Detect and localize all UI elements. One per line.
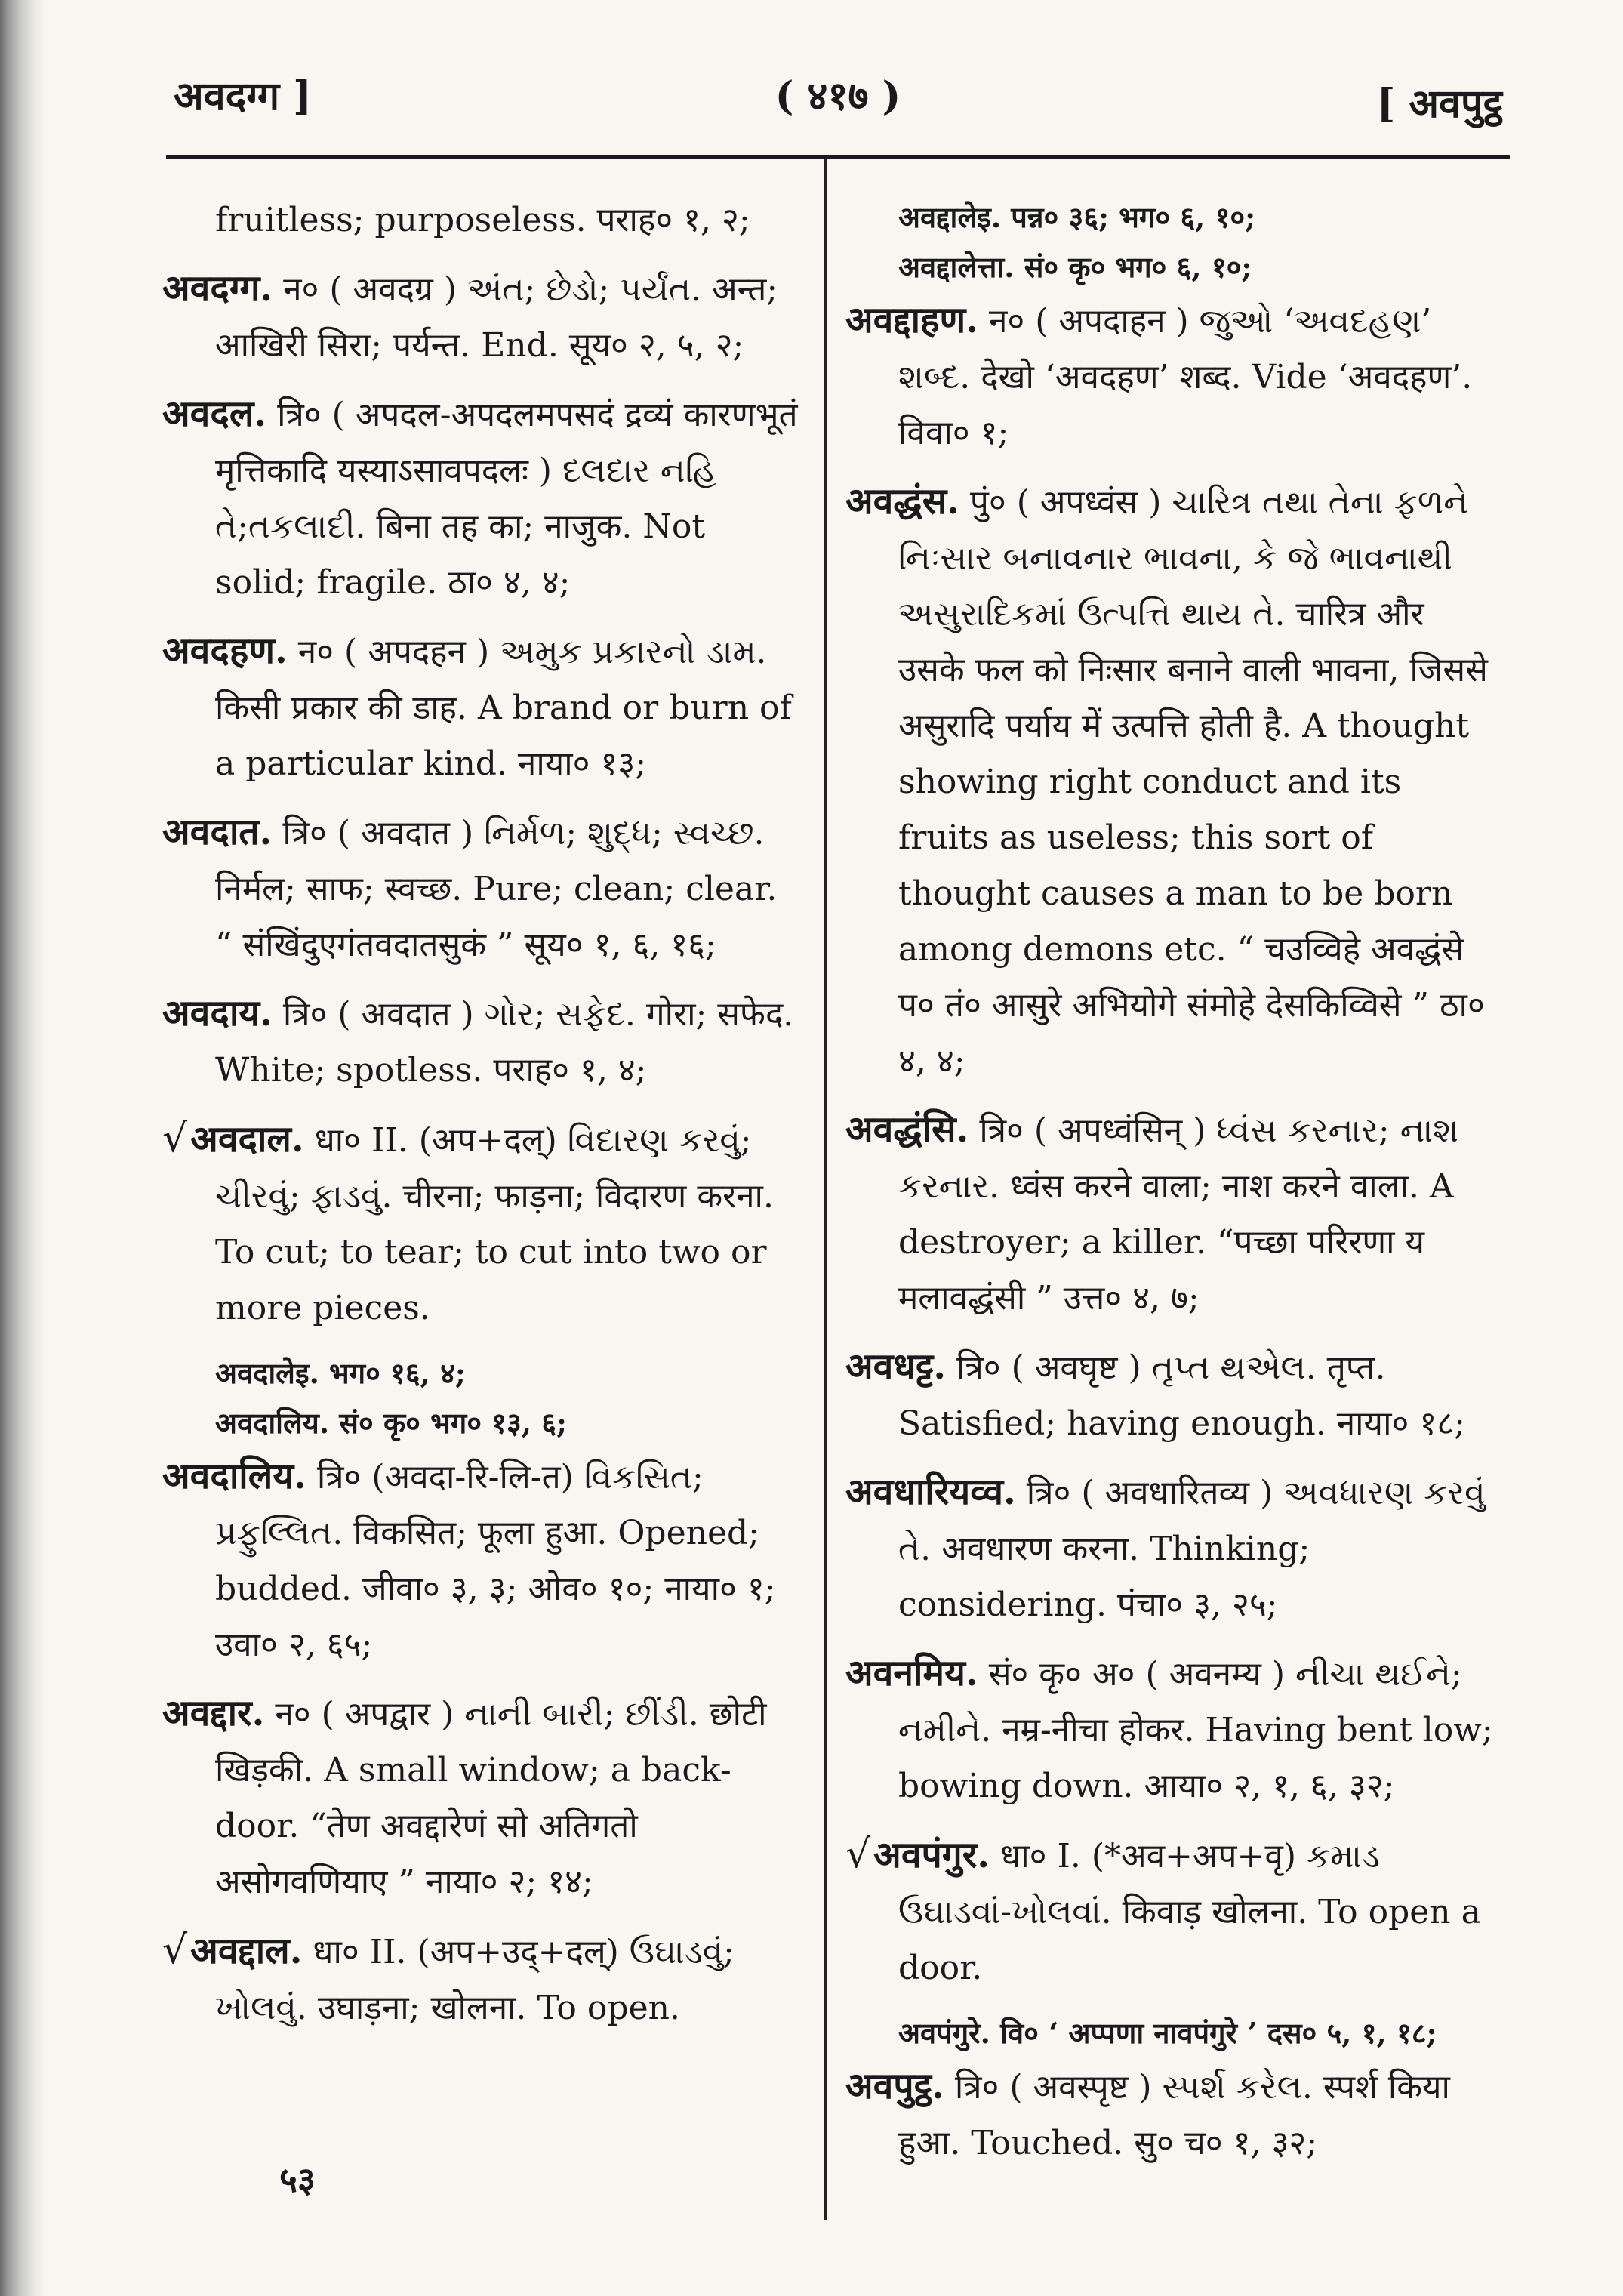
entry-headword: अवद्धंसि.	[845, 1108, 969, 1151]
dictionary-entry	[162, 1922, 804, 2036]
dictionary-entry	[162, 985, 804, 1099]
entry-definition: धा० II. (अप+उद्+दल्) ઉઘાડવું; ખોલવું. उघाड़ना; खोलना. To open.	[215, 1933, 735, 2027]
entry-headword: अवद्धंस.	[845, 480, 959, 522]
header-right-guideword: [ अवपुट्ठ	[1376, 81, 1502, 127]
entry-headword: अवनमिय.	[845, 1652, 978, 1694]
dictionary-entry	[845, 1102, 1495, 1327]
dictionary-entry	[162, 1685, 804, 1910]
entry-headword: अवद्दाल.	[190, 1930, 303, 1972]
entry-headword: अवदात.	[162, 811, 273, 853]
header-rule	[166, 155, 1510, 159]
dictionary-entry	[845, 473, 1495, 1089]
header-left-guideword: अवदग्ग ]	[174, 73, 312, 119]
entry-definition: न० ( अपदाहन ) જુઓ ‘અવદહણ’ શબ્દ. देखो ‘अवदहण’ शब्द. Vide ‘अवदहण’. विवा० १;	[898, 302, 1473, 452]
entry-definition: सं० कृ० अ० ( अवनम्य ) નીચા થઈને; નમીને. नम्र-नीचा होकर. Having bent low; bowing down. आया० २, १, ६, ३२;	[898, 1655, 1493, 1805]
entry-definition: न० ( अपदहन ) અમુક પ્રકારનો ડામ. किसी प्रकार की डाह. A brand or burn of a particular kind. नाया० १३;	[215, 633, 792, 783]
entry-headword: अवपुट्ठ.	[845, 2065, 944, 2107]
entry-definition: त्रि० ( अपध्वंसिन् ) ધ્વંસ કરનાર; નાશ કરનાર. ध्वंस करने वाला; नाश करने वाला. A destroyer; a killer. “पच्छा परिरणा य मलावद्धंसी ” उत्त० ४, ७;	[898, 1111, 1459, 1318]
entry-definition: त्रि० ( अपदल-अपदलमपसदं द्रव्यं कारणभूतं मृत्तिकादि यस्याऽसावपदलः ) દલદાર નહિ તે;તકલાદી. बिना तह का; नाजुक. Not solid; fragile. ठा० ४, ४;	[215, 396, 798, 602]
sub-entry: अवद्दालेत्ता. सं० कृ० भग० ६, १०;	[898, 250, 1252, 284]
entry-headword: अवद्दाहण.	[845, 299, 978, 341]
entry-headword: अवपंगुर.	[873, 1834, 990, 1876]
dictionary-entry	[845, 1645, 1495, 1814]
dictionary-entry	[162, 804, 804, 973]
entry-definition: धा० II. (अप+दल्) વિદારણ કરવું; ચીરવું; ફાડવું. चीरना; फाड़ना; विदारण करना. To cut; to tear; to cut into two or more pieces.	[215, 1121, 774, 1327]
entry-definition: न० ( अपद्वार ) નાની બારી; છીંડી. छोटी खिड़की. A small window; a back-door. “तेण अवद्दारेणं सो अतिगतो असोगवणियाए ” नाया० २; १४;	[215, 1695, 767, 1901]
dictionary-entry	[845, 2058, 1495, 2171]
entry-headword: अवधट्ट.	[845, 1345, 947, 1388]
entry-definition: त्रि० ( अवदात ) ગોર; સફેદ. गोरा; सफेद. White; spotless. पराह० १, ४;	[215, 995, 794, 1089]
entry-definition: त्रि० ( अवदात ) નિર્મળ; શુદ્ધ; સ્વચ્છ. निर्मल; साफ; स्वच्छ. Pure; clean; clear. “ संखिंदुएगंतवदातसुकं ” सूय० १, ६, १६;	[215, 814, 778, 964]
entry-headword: अवदहण.	[162, 630, 288, 672]
column-separator	[824, 159, 827, 2220]
dictionary-entry	[162, 260, 804, 374]
entry-definition: त्रि० (अवदा-रि-लि-त) વિકસિત; પ્રફુલ્લિત. विकसित; फूला हुआ. Opened; budded. जीवा० ३, ३; ओव० १०; नाया० १; उवा० २, ६५;	[215, 1458, 776, 1664]
entry-definition: धा० I. (*अव+अप+वृ) કમાડ ઉઘાડવાં-ખોલવાં. किवाड़ खोलना. To open a door.	[898, 1837, 1481, 1987]
dictionary-entry	[845, 1464, 1495, 1633]
dictionary-entry	[162, 1448, 804, 1673]
sub-entry: अवद्दालेइ. पन्न० ३६; भग० ६, १०;	[898, 200, 1256, 234]
entry-definition: न० ( अवदग्र ) અંત; છેડો; પર્યંત. अन्त; आखिरी सिरा; पर्यन्त. End. सूय० २, ५, २;	[215, 270, 778, 365]
entry-headword: अवदाय.	[162, 992, 273, 1034]
entry-headword: अवदल.	[162, 393, 267, 435]
entry-headword: अवदालिय.	[162, 1455, 306, 1497]
dictionary-entry	[162, 623, 804, 792]
check-mark-icon: √	[162, 1116, 188, 1161]
check-mark-icon: √	[162, 1928, 188, 1973]
page-header	[174, 53, 1502, 127]
entry-definition: त्रि० ( अवघृष्ट ) તૃપ્ત થએલ. तृप्त. Satisfied; having enough. नाया० १८;	[898, 1348, 1465, 1443]
sub-entry: अवपंगुरे. वि० ‘ अप्पणा नावपंगुरे ’ दस० ५, १, १८;	[898, 2016, 1437, 2050]
dictionary-entry	[845, 1339, 1495, 1452]
left-column	[162, 193, 804, 2216]
entry-definition: त्रि० ( अवधारितव्य ) અવધારણ કરવું તે. अवधारण करना. Thinking; considering. पंचा० ३, २५;	[898, 1474, 1486, 1624]
check-mark-icon: √	[845, 1832, 871, 1877]
entry-headword: अवद्दार.	[162, 1692, 265, 1734]
right-column	[845, 193, 1495, 2216]
entry-definition: पुं० ( अपध्वंस ) ચારિત્ર તથા તેના ફળને નિઃસાર બનાવનાર ભાવના, કે જે ભાવનાથી અસુરાદિકમાં ઉત્પત્તિ થાય તે. चारित्र और उसके फल को निःसार बनाने वाली भावना, जिससे असुरादि पर्याय में उत्पत्ति होती है. A thought showing right conduct and its fruits as useless; this sort of thought causes a man to be born among demons etc. “ चउव्विहे अवद्धंसे प० तं० आसुरे अभियोगे संमोहे देसकिव्विसे ” ठा० ४, ४;	[898, 483, 1488, 1080]
sub-entry: अवदालेइ. भग० १६, ४;	[215, 1356, 466, 1390]
sub-entry: अवदालिय. सं० कृ० भग० १३, ६;	[215, 1406, 568, 1440]
entry-headword: अवदग्ग.	[162, 267, 273, 310]
entry-headword: अवदाल.	[190, 1118, 304, 1160]
page-number: ( ४१७ )	[775, 73, 901, 119]
dictionary-entry	[162, 386, 804, 611]
dictionary-entry	[845, 292, 1495, 461]
dictionary-entry	[845, 1826, 1495, 1996]
book-binding-edge	[0, 0, 45, 2296]
signature-mark: ५३	[279, 2159, 316, 2200]
entry-definition: त्रि० ( अवस्पृष्ट ) સ્પર્શ કરેલ. स्पर्श किया हुआ. Touched. सु० च० १, ३२;	[898, 2068, 1450, 2162]
dictionary-entry	[162, 1111, 804, 1336]
entry-headword: अवधारियव्व.	[845, 1471, 1016, 1513]
entry-definition: fruitless; purposeless. पराह० १, २;	[215, 201, 750, 239]
entry-continuation	[162, 193, 804, 248]
